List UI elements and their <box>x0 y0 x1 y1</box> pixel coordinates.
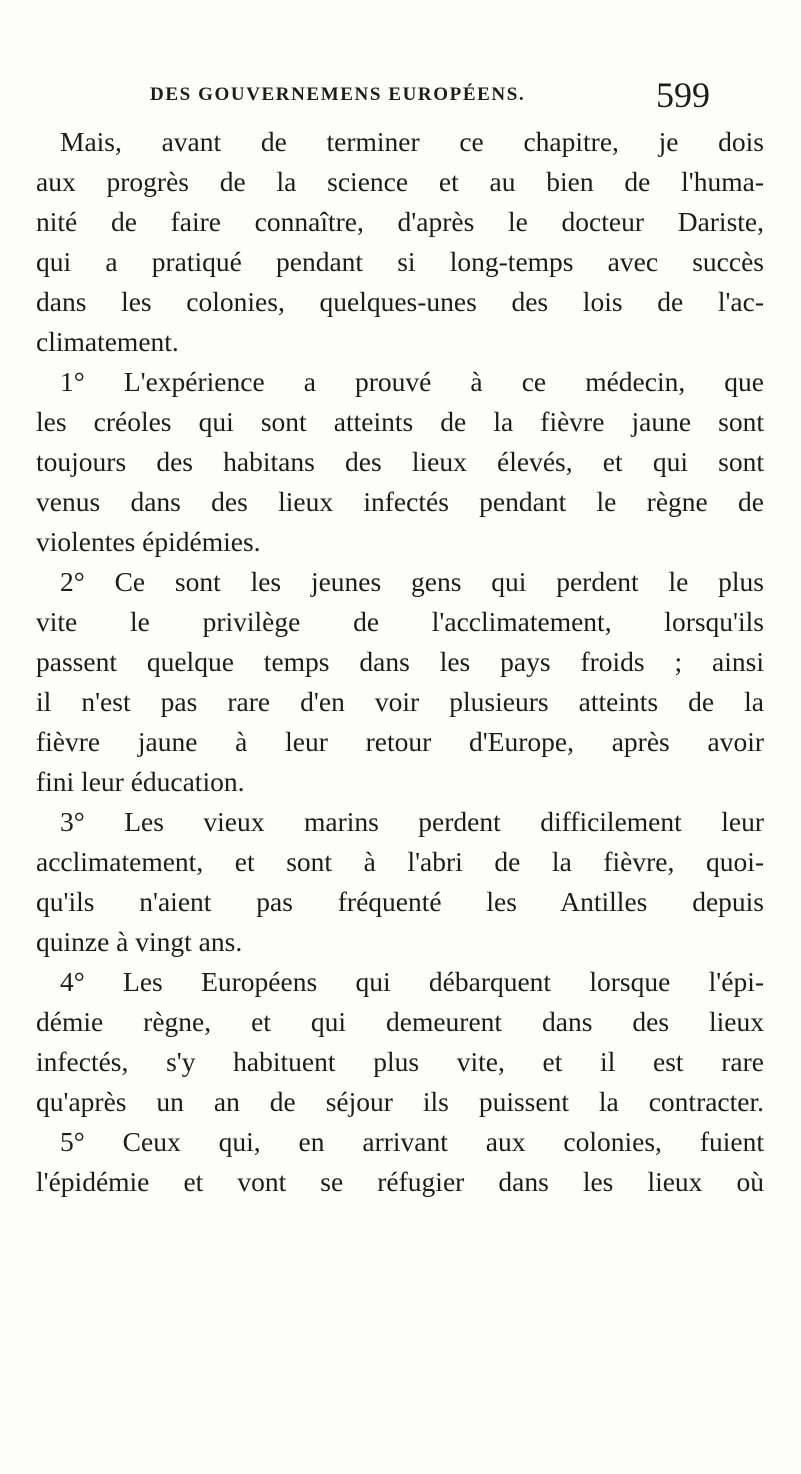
text-line: 4° Les Européens qui débarquent lorsque l'épi- <box>60 966 764 997</box>
page-number: 599 <box>656 75 710 115</box>
text-line: fini leur éducation. <box>36 766 245 797</box>
text-line: Mais, avant de terminer ce chapitre, je dois <box>60 126 764 157</box>
text-line: toujours des habitans des lieux élevés, et qui sont <box>36 446 764 477</box>
text-line: qu'après un an de séjour ils puissent la contracter. <box>36 1086 764 1117</box>
text-line: vite le privilège de l'acclimatement, lorsqu'ils <box>36 606 764 637</box>
text-line: 1° L'expérience a prouvé à ce médecin, que <box>60 366 764 397</box>
text-line: violentes épidémies. <box>36 526 261 557</box>
text-line: passent quelque temps dans les pays froids ; ainsi <box>36 646 764 677</box>
text-line: fièvre jaune à leur retour d'Europe, après avoir <box>36 726 764 757</box>
running-head <box>150 76 710 116</box>
text-line: 3° Les vieux marins perdent difficilement leur <box>60 806 764 837</box>
text-line: qui a pratiqué pendant si long-temps avec succès <box>36 246 764 277</box>
text-line: 5° Ceux qui, en arrivant aux colonies, fuient <box>60 1126 764 1157</box>
text-line: nité de faire connaître, d'après le docteur Dariste, <box>36 206 764 237</box>
text-line: climatement. <box>36 326 179 357</box>
text-line: acclimatement, et sont à l'abri de la fièvre, quoi- <box>36 846 764 877</box>
text-line: l'épidémie et vont se réfugier dans les lieux où <box>36 1166 764 1197</box>
text-line: 2° Ce sont les jeunes gens qui perdent le plus <box>60 566 764 597</box>
text-line: venus dans des lieux infectés pendant le règne de <box>36 486 764 517</box>
running-head-title: DES GOUVERNEMENS EUROPÉENS. <box>150 84 526 105</box>
text-line: qu'ils n'aient pas fréquenté les Antilles depuis <box>36 886 764 917</box>
text-line: les créoles qui sont atteints de la fièvre jaune sont <box>36 406 764 437</box>
text-line: dans les colonies, quelques-unes des lois de l'ac- <box>36 286 764 317</box>
text-line: infectés, s'y habituent plus vite, et il est rare <box>36 1046 764 1077</box>
text-line: il n'est pas rare d'en voir plusieurs atteints de la <box>36 686 764 717</box>
text-line: démie règne, et qui demeurent dans des lieux <box>36 1006 764 1037</box>
text-line: aux progrès de la science et au bien de l'huma- <box>36 166 764 197</box>
text-line: quinze à vingt ans. <box>36 926 243 957</box>
body-text <box>36 122 764 1202</box>
